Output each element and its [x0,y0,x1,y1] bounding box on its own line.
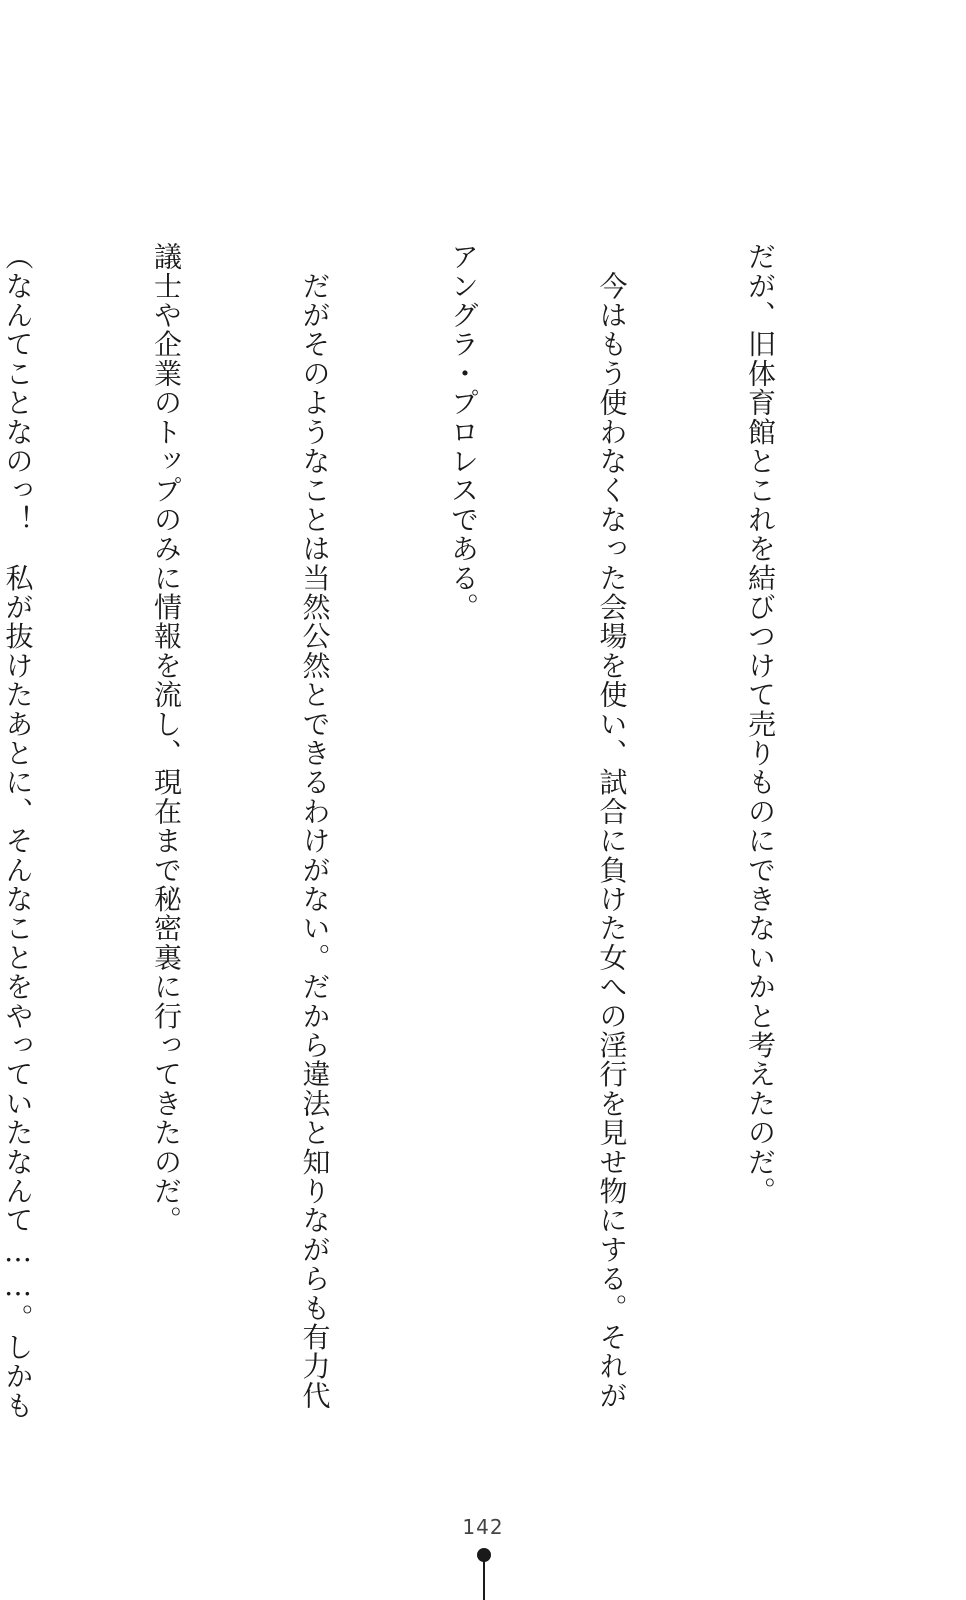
text-line: だが、旧体育館とこれを結びつけて売りものにできないかと考えたのだ。 [744,242,777,1206]
text-line: 今はもう使わなくなった会場を使い、試合に負けた女への淫行を見せ物にする。それが [595,242,629,1411]
bookmark-marker-icon [477,1548,491,1600]
text-line: 議士や企業のトップのみに情報を流し、現在まで秘密裏に行ってきたのだ。 [150,242,183,1235]
vertical-text-body [0,242,884,1420]
page-number: 142 [462,1515,504,1539]
marker-line [483,1560,485,1600]
text-line: アングラ・プロレスである。 [447,242,480,622]
text-line: （なんてことなのっ！ 私が抜けたあとに、そんなことをやっていたなんて……。しかも [1,242,35,1420]
text-line: だがそのようなことは当然公然とできるわけがない。だから違法と知りながらも有力代 [298,242,332,1410]
